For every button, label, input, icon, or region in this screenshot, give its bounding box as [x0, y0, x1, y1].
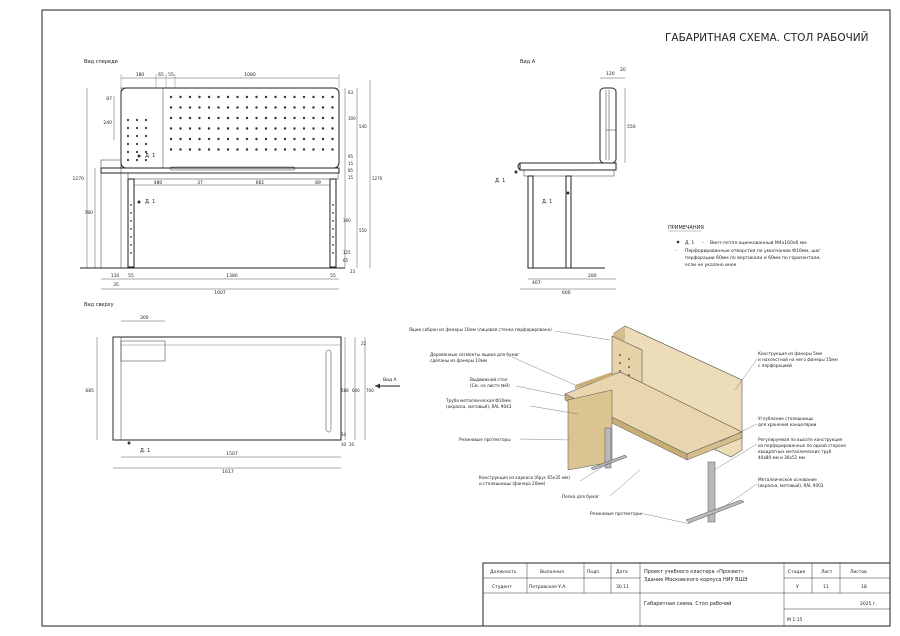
side-leg-back — [566, 176, 571, 268]
top-marker: Д. 1 — [140, 448, 151, 454]
dim-front-661: 661 — [255, 181, 265, 186]
dim-front-35: 35 — [113, 283, 119, 288]
tb-drawing: Габаритная схема. Стол рабочий — [644, 601, 732, 607]
sheet-title: ГАБАРИТНАЯ СХЕМА. СТОЛ РАБОЧИЙ — [665, 32, 869, 44]
callout-adjust-2: из перфорированных по одной стороне — [758, 443, 846, 448]
dim-side-600: 600 — [562, 291, 571, 296]
tb-h-role: Должность — [490, 570, 517, 575]
callout-recess-2: для хранения канцелярии — [758, 422, 817, 427]
callout-plywood-3: с перфорацией — [758, 363, 792, 368]
dim-front-540: 540 — [359, 124, 367, 129]
top-view-label: Вид сверху — [84, 302, 114, 308]
dim-front-95: 95 — [348, 154, 354, 159]
dim-top-22: 22 — [361, 341, 367, 346]
side-tabletop — [520, 163, 616, 170]
dim-front-780: 780 — [84, 211, 93, 216]
dim-front-55b: 55 — [128, 274, 134, 279]
callout-shelf: Полка для бумаг — [562, 494, 600, 499]
callout-pipe-2: (окраска, матовый), RAL 9043 — [446, 404, 512, 409]
dim-front-89: 89 — [315, 181, 321, 186]
tb-stage: У — [796, 585, 799, 590]
callout-rubber-1: Резиновые протекторы — [459, 437, 511, 442]
callout-adjust-1: Регулируемая по высоте конструкция — [758, 437, 843, 442]
front-drawer-side — [101, 160, 121, 268]
callout-segments-2: сделаны из фанеры 10мм — [430, 358, 488, 363]
tb-date: 30.11 — [616, 585, 629, 590]
dim-side-407: 407 — [532, 281, 541, 286]
dim-top-700: 700 — [366, 388, 374, 393]
dim-top-34: 34 — [341, 432, 347, 437]
note1-dash: - — [702, 241, 704, 246]
tb-h-stage: Стадия — [788, 570, 806, 575]
dim-front-15: 15 — [348, 161, 354, 166]
callout-pipe-1: Труба металлическая Ф10мм, — [446, 398, 512, 403]
dim-front-23: 23 — [350, 269, 356, 274]
dim-front-55: 55 — [168, 73, 174, 78]
callout-plywood-1: Конструкция из фанеры 5мм — [758, 351, 823, 356]
notes-block — [668, 225, 821, 268]
dim-front-1080: 1080 — [244, 73, 256, 78]
dim-front-1380: 1380 — [226, 274, 238, 279]
dim-top-685: 685 — [85, 389, 94, 394]
dim-front-65b: 65 — [343, 258, 349, 263]
dim-front-85: 85 — [348, 168, 354, 173]
callout-frame-1: Конструкция из каркаса (брус 65х35 мм) — [479, 475, 570, 480]
top-box — [121, 341, 165, 361]
callout-recess-1: Углубление столешницы — [758, 416, 814, 421]
front-apron — [128, 173, 338, 179]
note1-text: Винт-петля оцинкованный М4х160х6 мм — [710, 241, 807, 246]
tb-role: Студент — [492, 585, 512, 590]
dim-front-1607: 1607 — [214, 291, 226, 296]
dim-front-300: 300 — [348, 116, 356, 121]
top-view — [84, 302, 400, 475]
dim-top-1507: 1507 — [226, 452, 238, 457]
side-marker-2: Д. 1 — [542, 199, 553, 205]
dim-top-20: 20 — [349, 442, 355, 447]
front-view — [73, 59, 383, 296]
dim-front-110: 110 — [110, 274, 120, 279]
dim-front-180: 180 — [135, 73, 145, 78]
top-tabletop — [113, 337, 341, 440]
tb-project-1: Проект учебного кластера «Просвет» — [644, 569, 744, 575]
tb-h-sheets: Листов — [850, 570, 867, 575]
front-view-label: Вид спереди — [84, 59, 118, 65]
callout-adjust-4: 40х80 мм и 36х51 мм — [758, 455, 805, 460]
view-a-arrow-label: Вид А — [383, 378, 397, 383]
dim-front-55c: 55 — [330, 274, 336, 279]
note2-line3: если не указано иное — [685, 263, 737, 268]
dim-front-15b: 15 — [348, 175, 354, 180]
dim-front-1270: 1270 — [72, 177, 84, 182]
notes-heading: ПРИМЕЧАНИЯ — [668, 225, 704, 231]
callout-adjust-3: квадратных металлических труб — [758, 449, 832, 454]
callout-segments-1: Деревянные сегменты ящика для бумаг — [430, 352, 520, 357]
tb-h-sheet: Лист — [821, 570, 833, 575]
side-leg-front — [528, 176, 533, 268]
side-apron — [524, 170, 614, 176]
callouts-right — [758, 351, 846, 488]
top-slot — [326, 350, 331, 432]
dim-top-600: 600 — [352, 388, 360, 393]
tb-h-name: Выполнил — [540, 570, 564, 575]
note2-line2: перфорации 60мм по вертикали и 60мм по горизонтали, — [685, 256, 821, 261]
tb-year: 2025 г. — [860, 602, 877, 607]
note1-key: Д. 1 — [685, 241, 695, 246]
dim-front-125: 125 — [343, 250, 351, 255]
side-panel — [600, 88, 616, 163]
dim-side-20: 20 — [620, 68, 626, 73]
callout-plywood-2: и нахлестной на него фанеры 15мм — [758, 357, 838, 362]
tb-name: Петровская У.А. — [529, 585, 567, 590]
tb-h-sign: Подп. — [587, 570, 601, 575]
side-view-label: Вид А — [520, 59, 536, 65]
dim-front-87: 87 — [106, 97, 112, 102]
dim-top-300: 300 — [140, 316, 149, 321]
dim-side-280: 280 — [588, 274, 597, 279]
dim-front-65: 65 — [158, 73, 164, 78]
front-tabletop — [101, 168, 339, 173]
perforation-holes — [127, 96, 334, 161]
side-view — [495, 59, 636, 296]
tb-project-2: Здание Московского корпуса НИУ ВШЭ — [644, 577, 748, 583]
dim-front-550: 550 — [359, 228, 367, 233]
sheet-frame — [42, 10, 890, 626]
tb-h-date: Дата — [616, 570, 628, 575]
side-marker: Д. 1 — [495, 178, 506, 184]
dim-front-1270r: 1270 — [372, 176, 383, 181]
dim-side-550: 550 — [627, 125, 636, 130]
callout-frame-2: и столешницы (фанера 20мм) — [479, 481, 546, 486]
callout-rubber-2: Резиновые протекторы — [590, 511, 642, 516]
dim-front-360: 360 — [343, 218, 351, 223]
dim-front-240: 240 — [103, 121, 112, 126]
tb-scale: М 1:15 — [787, 618, 803, 623]
dim-front-37: 37 — [197, 181, 203, 186]
callout-base-2: (окраска, матовый), RAL 9003 — [758, 483, 824, 488]
dim-front-63: 63 — [348, 90, 354, 95]
dim-front-480: 480 — [153, 181, 163, 186]
leg-adjust-holes — [130, 204, 334, 254]
svg-text:-: - — [675, 249, 677, 254]
note2-line1: Перфорированные отверстия по умолчанию Ф10мм, шаг — [685, 249, 821, 254]
title-block — [483, 563, 890, 626]
callout-drawer-2: (См. на листе №9) — [470, 383, 510, 388]
dim-top-588: 588 — [341, 388, 349, 393]
dim-top-1617: 1617 — [222, 470, 234, 475]
tb-sheet: 11 — [823, 585, 829, 590]
callout-drawer-1: Выдвижной стол — [470, 377, 508, 382]
callout-base-1: Металлическое основание — [758, 477, 817, 482]
front-marker-2: Д. 1 — [145, 199, 156, 205]
dim-top-30: 30 — [341, 442, 347, 447]
dim-side-120: 120 — [606, 72, 615, 77]
tb-sheets: 18 — [861, 585, 867, 590]
callout-box: Ящик собран из фанеры 10мм (лицевая стенка перфорирована) — [409, 327, 552, 332]
front-marker: Д. 1 — [145, 153, 156, 159]
